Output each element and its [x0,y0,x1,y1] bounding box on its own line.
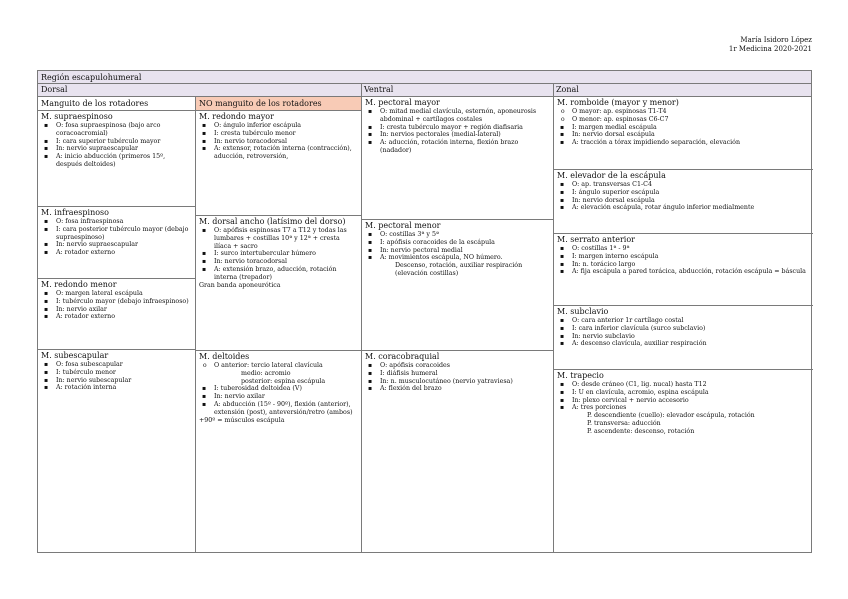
list-item: ▪ A: elevación escápula, rotar ángulo inferior medialmente [557,204,810,212]
list-item: ▪ O: desde cráneo (C1, lig. nucal) hasta T12 [557,381,810,389]
muscle-table [37,70,812,553]
muscle-card [554,170,813,233]
subhead-no-manguito: NO manguito de los rotadores [196,97,361,110]
muscle-card [554,306,813,369]
muscle-name: M. elevador de la escápula [557,171,666,180]
muscle-name: M. pectoral menor [365,221,441,230]
list-item: ▪ A: rotación interna [41,384,192,392]
muscle-card [362,220,553,350]
muscle-name: M. supraespinoso [41,112,113,121]
list-item: ▪ O: costillas 1ª - 9ª [557,245,810,253]
list-item: o O menor: ap. espinosas C6-C7 [557,116,810,124]
list-item: ▪ A: movimientos escápula, NO húmero. [365,254,550,262]
muscle-name: M. pectoral mayor [365,98,440,107]
list-item: ▪ I: margen medial escápula [557,124,810,132]
list-item: ▪ O: fosa subescapular [41,361,192,369]
list-item: ▪ O: fosa infraespinosa [41,218,192,226]
list-item: ▪ A: extensor, rotación interna (contracción), aducción, retroversión, [199,145,358,161]
list-item: ▪ I: cresta tubérculo mayor + región diafisaria [365,124,550,132]
muscle-card [196,111,361,215]
list-item: ▪ A: rotador externo [41,249,192,257]
muscle-card [554,234,813,305]
muscle-name: M. subescapular [41,351,109,360]
list-item: P. ascendente: descenso, rotación [587,427,695,435]
list-item: o O mayor: ap. espinosas T1-T4 [557,108,810,116]
muscle-card [362,351,553,431]
section-zonal: Zonal [556,85,579,94]
list-item: ▪ In: n. torácico largo [557,261,810,269]
muscle-card [38,279,195,349]
muscle-name: M. redondo menor [41,280,117,289]
list-item: ▪ In: nervio dorsal escápula [557,131,810,139]
list-item: ▪ I: tubérculo menor [41,369,192,377]
table-title: Región escapulohumeral [38,71,811,84]
list-item: ▪ I: tuberosidad deltoidea (V) [199,385,358,393]
list-item: ▪ O: apófisis coracoides [365,362,550,370]
muscle-name: M. coracobraquial [365,352,440,361]
list-item: ▪ I: U en clavícula, acromio, espina escápula [557,389,810,397]
list-item: medio: acromio [241,369,291,377]
muscle-name: M. redondo mayor [199,112,274,121]
muscle-card [196,351,361,451]
list-item: Descenso, rotación, auxiliar respiración (elevación costillas) [395,262,523,277]
list-item: ▪ I: cresta tubérculo menor [199,130,358,138]
list-item: ▪ In: nervio axilar [199,393,358,401]
muscle-name: M. deltoides [199,352,250,361]
list-item: ▪ I: margen interno escápula [557,253,810,261]
list-item: ▪ A: rotador externo [41,313,192,321]
list-item: ▪ In: nervio pectoral medial [365,247,550,255]
list-item: ▪ I: cara superior tubérculo mayor [41,138,192,146]
list-item: ▪ I: surco intertubercular húmero [199,250,358,258]
list-item: ▪ I: cara posterior tubérculo mayor (debajo supraespinoso) [41,226,192,242]
list-item: ▪ O: ap. transversas C1-C4 [557,181,810,189]
list-item: ▪ O: costillas 3ª y 5ª [365,231,550,239]
list-item: ▪ O: mitad medial clavícula, esternón, aponeurosis abdominal + cartílagos costales [365,108,550,124]
list-item: ▪ In: nervio toracodorsal [199,258,358,266]
muscle-name: M. infraespinoso [41,208,109,217]
muscle-name: M. romboide (mayor y menor) [557,98,679,107]
list-item: ▪ O: ángulo inferior escápula [199,122,358,130]
list-item: ▪ A: abducción (15º - 90º), flexión (anterior), extensión (post), anteversión/retro (ambos) [199,401,358,417]
list-item: ▪ I: ángulo superior escápula [557,189,810,197]
section-row [38,84,811,97]
muscle-card [196,216,361,350]
list-item: ▪ A: tres porciones [557,404,810,412]
muscle-name: M. trapecio [557,371,604,380]
list-item: ▪ In: nervio supraescapular [41,241,192,249]
list-item: P. descendiente (cuello): elevador escápula, rotación [587,412,755,420]
list-item: ▪ O: margen lateral escápula [41,290,192,298]
list-item: ▪ A: tracción a tórax impidiendo separación, elevación [557,139,810,147]
list-item: posterior: espina escápula [241,377,326,385]
list-item: ▪ A: inicio abducción (primeros 15º, después deltoides) [41,153,192,169]
author-name: María Isidoro López [740,36,812,44]
muscle-card [38,111,195,206]
list-item: ▪ I: cara inferior clavícula (surco subclavio) [557,325,810,333]
muscle-name: M. subclavio [557,307,609,316]
list-item: ▪ In: nervio toracodorsal [199,138,358,146]
course-label: 1r Medicina 2020-2021 [728,45,812,53]
list-item: ▪ O: apófisis espinosas T7 a T12 y todas las lumbares + costillas 10ª y 12ª + cresta ilíaca + sacro [199,227,358,250]
list-item: ▪ I: diáfisis humeral [365,370,550,378]
list-item: ▪ A: flexión del brazo [365,385,550,393]
muscle-card [38,207,195,278]
list-item: ▪ I: apófisis coracoides de la escápula [365,239,550,247]
list-item: ▪ A: fija escápula a pared torácica, abducción, rotación escápula = báscula [557,268,810,276]
list-item: ▪ O: fosa supraespinosa (bajo arco coracoacromial) [41,122,192,138]
muscle-card [362,97,553,220]
section-dorsal: Dorsal [41,85,68,94]
list-item: ▪ In: nervio dorsal escápula [557,197,810,205]
muscle-card [38,350,195,410]
list-item: ▪ In: nervio subescapular [41,377,192,385]
list-item: ▪ I: tubérculo mayor (debajo infraespinoso) [41,298,192,306]
list-item: ▪ A: descenso clavícula, auxiliar respiración [557,340,810,348]
muscle-name: M. serrato anterior [557,235,636,244]
subhead-manguito: Manguito de los rotadores [41,99,149,108]
section-ventral: Ventral [364,85,394,94]
list-item: ▪ In: nervio axilar [41,306,192,314]
muscle-name: M. dorsal ancho (latísimo del dorso) [199,217,346,226]
list-item: ▪ A: aducción, rotación interna, flexión brazo (nadador) [365,139,550,155]
list-item: ▪ In: nervio supraescapular [41,145,192,153]
note-text: +90º = músculos escápula [199,416,285,424]
muscle-card [554,97,813,169]
list-item: P. transversa: aducción [587,419,661,427]
list-item: ▪ In: n. musculocutáneo (nervio yatraviesa) [365,378,550,386]
list-item: ▪ In: nervio subclavio [557,333,810,341]
list-item: ▪ In: plexo cervical + nervio accesorio [557,397,810,405]
list-item: ▪ A: extensión brazo, aducción, rotación interna (trepador) [199,266,358,282]
note-text: Gran banda aponeurótica [199,281,281,289]
muscle-card [554,370,813,460]
page-header [729,36,812,54]
list-item: o O anterior: tercio lateral clavícula [199,362,358,370]
list-item: ▪ O: cara anterior 1r cartílago costal [557,317,810,325]
list-item: ▪ In: nervios pectorales (medial-lateral) [365,131,550,139]
